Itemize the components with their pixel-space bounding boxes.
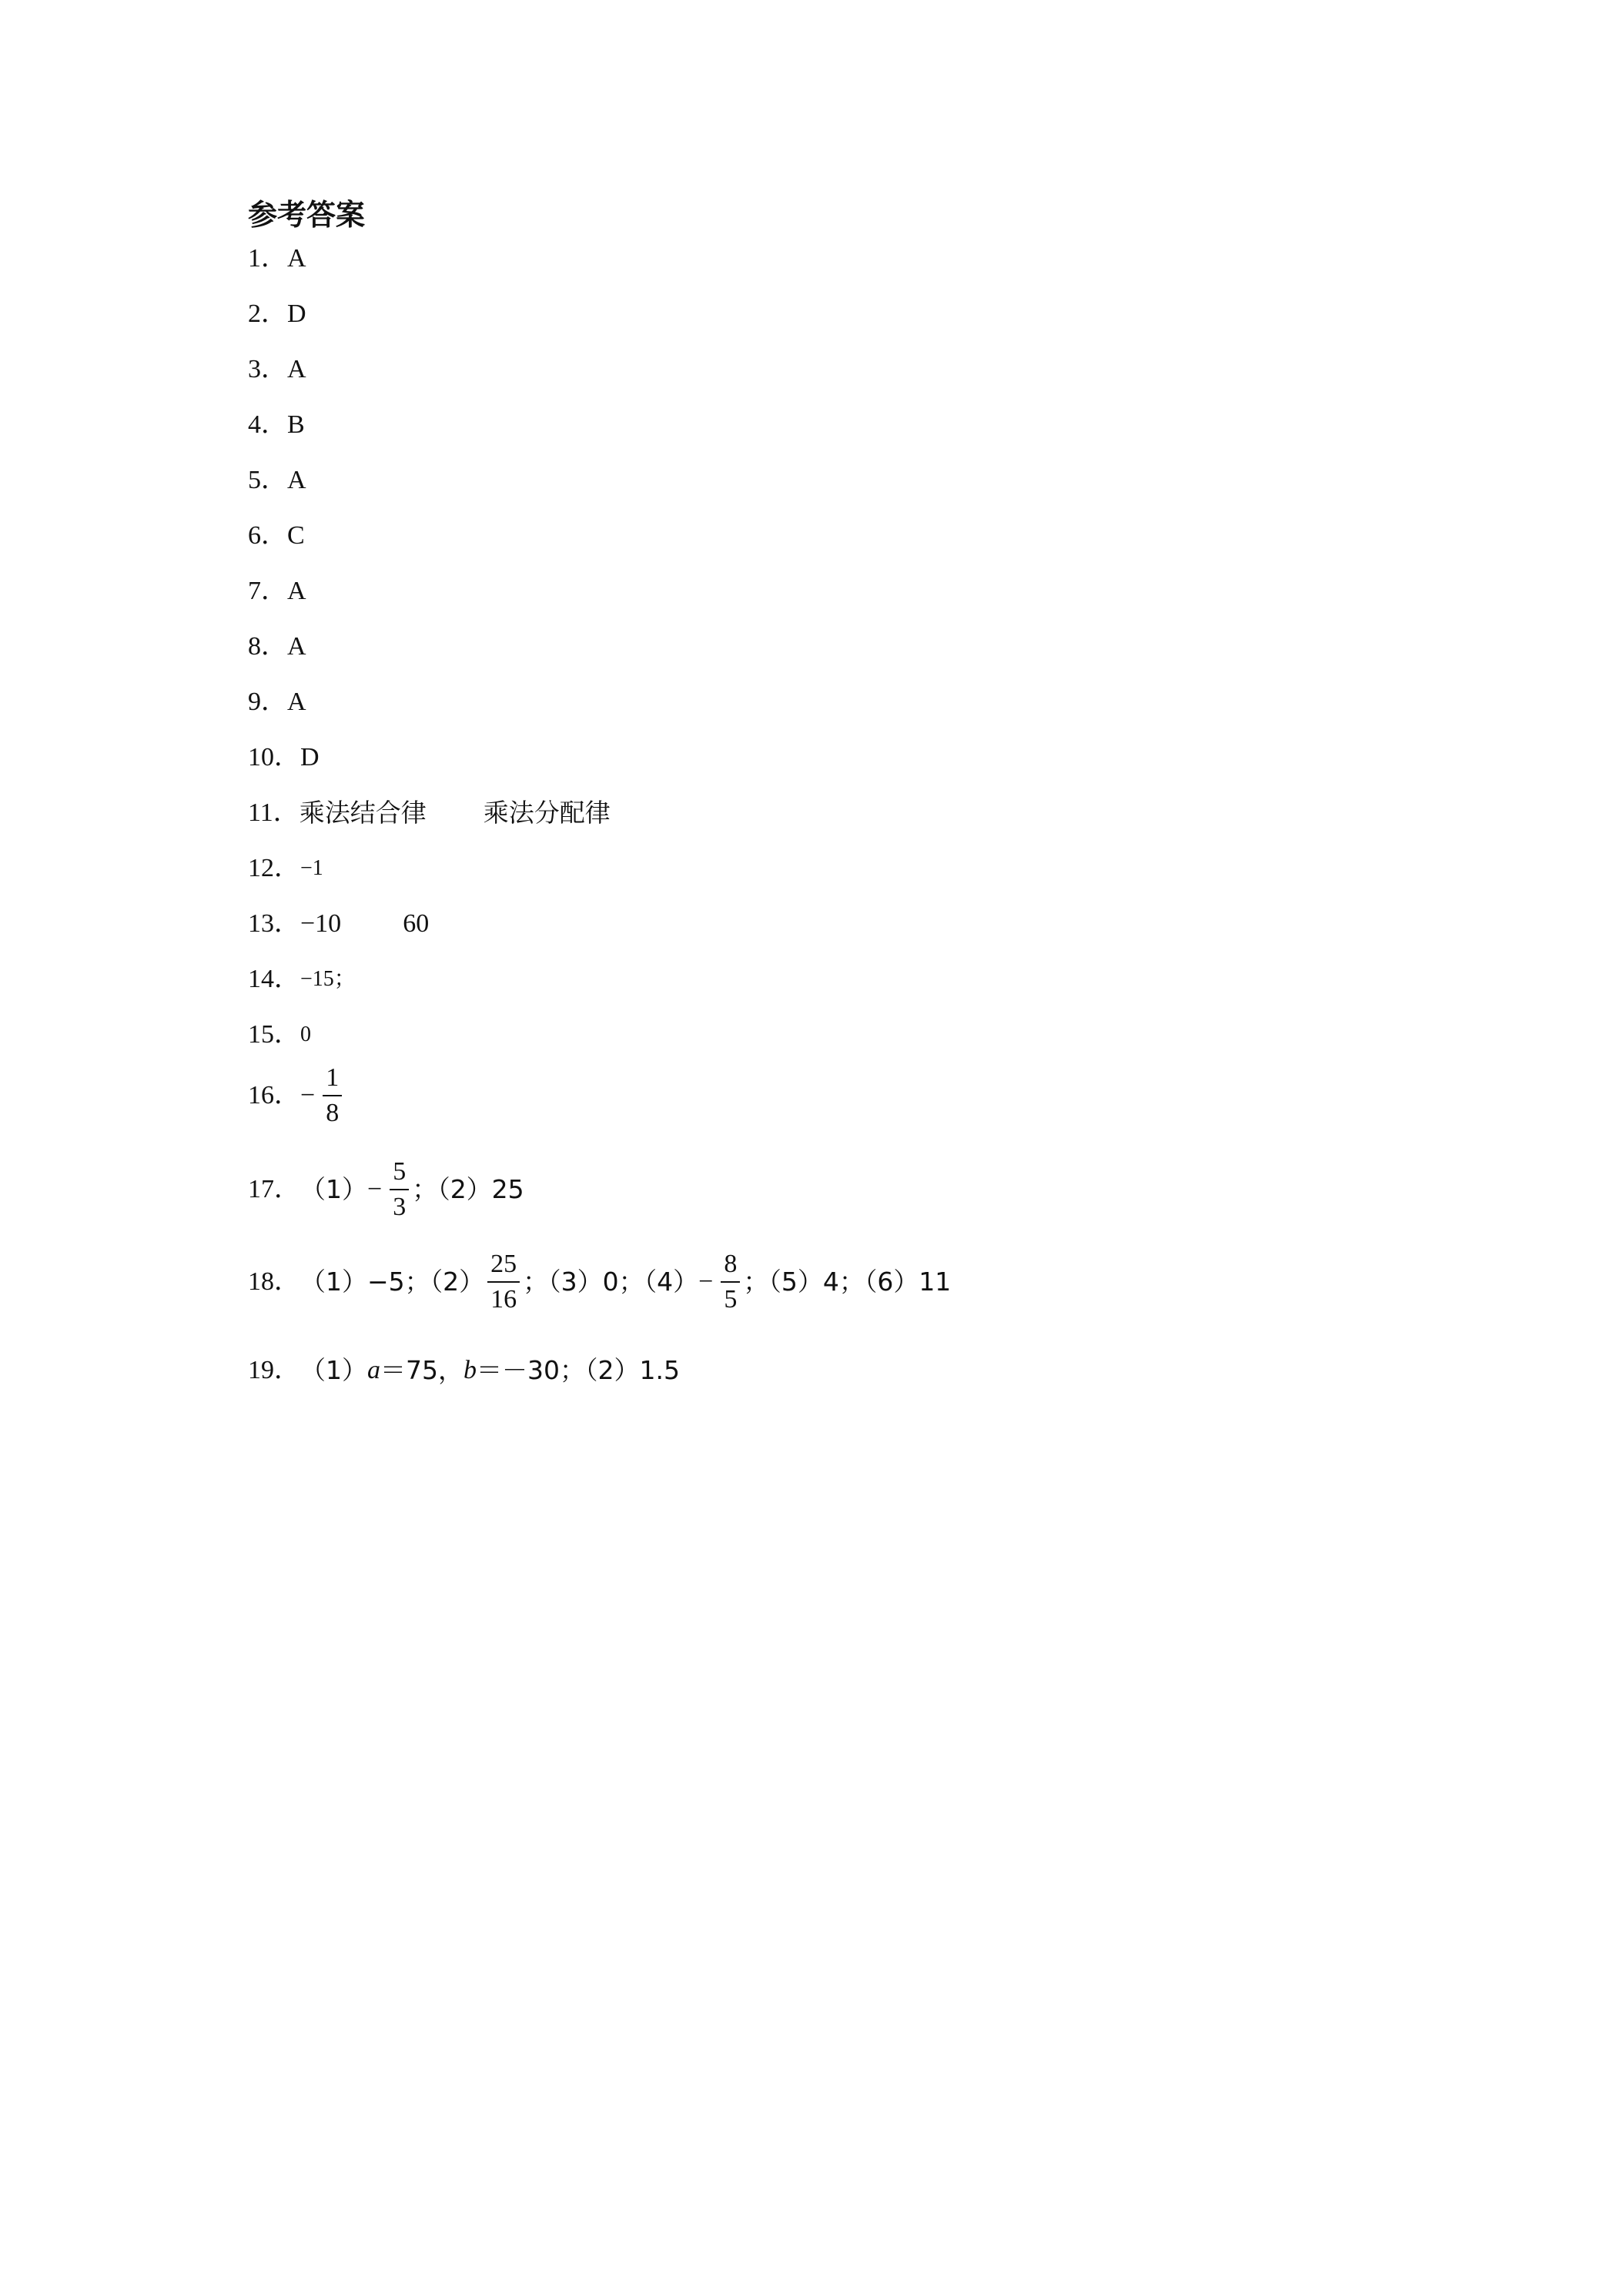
answer-value: −1 xyxy=(300,856,323,880)
answer-4 xyxy=(248,407,305,443)
answer-2 xyxy=(248,296,306,333)
answer-tail: ；（2）25 xyxy=(412,1174,524,1204)
answer-number: 17． xyxy=(248,1175,300,1203)
answer-value: 0 xyxy=(300,1022,311,1046)
answer-13 xyxy=(248,905,429,942)
answer-6 xyxy=(248,517,305,554)
answer-12 xyxy=(248,850,323,887)
answer-18 xyxy=(248,1247,951,1317)
fraction-numerator: 25 xyxy=(490,1250,517,1278)
minus-sign: − xyxy=(300,1081,316,1110)
answer-number: 19． xyxy=(248,1356,300,1384)
answer-value: C xyxy=(287,521,305,550)
answer-number: 5． xyxy=(248,466,287,494)
answer-number: 4． xyxy=(248,410,287,439)
answer-14 xyxy=(248,961,356,998)
answer-number: 18． xyxy=(248,1267,300,1296)
answer-3 xyxy=(248,351,306,388)
answer-8 xyxy=(248,628,306,665)
answer-value: A xyxy=(287,355,306,383)
fraction-denominator: 16 xyxy=(487,1281,520,1317)
answer-1 xyxy=(248,240,306,277)
answer-value: A xyxy=(287,466,306,494)
answer-value: A xyxy=(287,632,306,661)
answer-number: 16． xyxy=(248,1081,300,1110)
answer-number: 15． xyxy=(248,1020,300,1049)
answer-value: D xyxy=(300,743,320,771)
answer-value: A xyxy=(287,577,306,605)
value-a: ＝75， xyxy=(380,1355,463,1385)
fraction-denominator: 3 xyxy=(390,1189,409,1224)
fraction-numerator: 1 xyxy=(326,1063,340,1092)
variable-a: a xyxy=(367,1356,380,1384)
answer-7 xyxy=(248,573,306,610)
answer-15 xyxy=(248,1016,311,1053)
minus-sign: − xyxy=(367,1175,383,1203)
answer-number: 1． xyxy=(248,244,287,273)
answer-value: B xyxy=(287,410,305,439)
variable-b: b xyxy=(463,1356,477,1384)
answer-9 xyxy=(248,684,306,721)
answer-10 xyxy=(248,739,320,776)
fraction xyxy=(323,1061,342,1130)
answer-19 xyxy=(248,1352,680,1389)
answer-value: D xyxy=(287,300,306,328)
answer-number: 9． xyxy=(248,688,287,716)
fraction-numerator: 5 xyxy=(393,1157,407,1186)
answer-value-first: −10 xyxy=(300,909,342,938)
answer-16 xyxy=(248,1061,345,1130)
answer-number: 6． xyxy=(248,521,287,550)
answer-5 xyxy=(248,462,306,499)
answer-number: 2． xyxy=(248,300,287,328)
fraction-8-5 xyxy=(721,1247,740,1317)
answer-value: A xyxy=(287,244,306,273)
answer-number: 13． xyxy=(248,909,300,938)
answer-value-second: 乘法分配律 xyxy=(483,798,611,828)
answer-11 xyxy=(248,795,611,832)
answer-number: 7． xyxy=(248,577,287,605)
minus-sign: − xyxy=(698,1267,714,1296)
answer-value-second: 60 xyxy=(403,909,430,938)
fraction-25-16 xyxy=(487,1247,520,1317)
part-label: （1） xyxy=(300,1355,367,1385)
answer-part-5-6: ；（5）4；（6）11 xyxy=(743,1267,952,1297)
value-b: ＝－30；（2）1.5 xyxy=(477,1355,680,1385)
answer-number: 3． xyxy=(248,355,287,383)
answer-number: 11． xyxy=(248,798,300,827)
fraction-denominator: 5 xyxy=(721,1281,740,1317)
fraction-denominator: 8 xyxy=(323,1095,342,1130)
answer-number: 10． xyxy=(248,743,300,771)
answer-number: 14． xyxy=(248,965,300,993)
answer-17 xyxy=(248,1155,524,1224)
part-label: （1） xyxy=(300,1174,367,1204)
answer-value-first: 乘法结合律 xyxy=(299,798,427,828)
fraction-numerator: 8 xyxy=(724,1250,738,1278)
answer-number: 8． xyxy=(248,632,287,661)
fraction xyxy=(390,1155,409,1224)
answer-part-3-4: ；（3）0；（4） xyxy=(523,1267,699,1297)
page-title: 参考答案 xyxy=(248,198,366,232)
answer-value: A xyxy=(287,688,306,716)
answer-value: −15； xyxy=(300,967,356,991)
answer-number: 12． xyxy=(248,854,300,882)
answer-part-1-2: （1）−5；（2） xyxy=(300,1267,485,1297)
